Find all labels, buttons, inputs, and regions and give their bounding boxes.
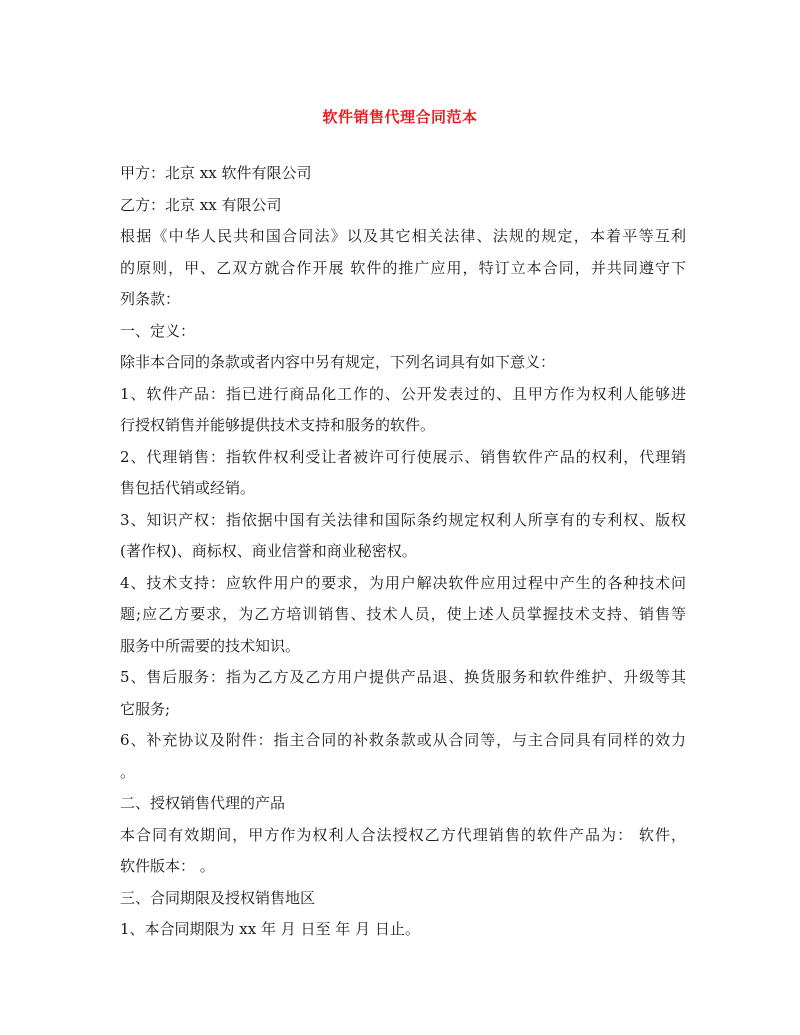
definition-4-line-1: 4、技术支持：应软件用户的要求，为用户解决软件应用过程中产生的各种技术问: [120, 573, 686, 592]
section-heading-products: 二、授权销售代理的产品: [120, 794, 286, 812]
party-b-line: 乙方：北京 xx 有限公司: [120, 195, 282, 214]
definitions-intro: 除非本合同的条款或者内容中另有规定，下列名词具有如下意义：: [120, 353, 556, 371]
definition-5-line-1: 5、售后服务：指为乙方及乙方用户提供产品退、换货服务和软件维护、升级等其: [120, 668, 686, 686]
section-heading-definitions: 一、定义：: [120, 321, 196, 340]
party-a-line: 甲方：北京 xx 软件有限公司: [120, 164, 312, 182]
preamble-line-3: 列条款：: [120, 290, 181, 308]
products-line-2: 软件版本： 。: [120, 857, 215, 875]
definition-6-line-1: 6、补充协议及附件：指主合同的补救条款或从合同等，与主合同具有同样的效力: [120, 731, 686, 749]
preamble-line-1: 根据《中华人民共和国合同法》以及其它相关法律、法规的规定，本着平等互利: [120, 227, 686, 245]
term-clause-1: 1、本合同期限为 xx 年 月 日至 年 月 日止。: [120, 920, 420, 938]
definition-1-line-2: 行授权销售并能够提供技术支持和服务的软件。: [120, 416, 436, 434]
definition-4-line-3: 服务中所需要的技术知识。: [120, 636, 301, 655]
section-heading-term-region: 三、合同期限及授权销售地区: [120, 888, 316, 907]
definition-2-line-2: 售包括代销或经销。: [120, 479, 256, 497]
document-body: [120, 158, 686, 946]
preamble-line-2: 的原则，甲、乙双方就合作开展 软件的推广应用，特订立本合同，并共同遵守下: [120, 258, 686, 277]
products-line-1: 本合同有效期间，甲方作为权利人合法授权乙方代理销售的软件产品为： 软件，: [120, 825, 686, 844]
definition-6-line-2: 。: [120, 762, 136, 781]
definition-1-line-1: 1、软件产品：指已进行商品化工作的、公开发表过的、且甲方作为权利人能够进: [120, 384, 686, 403]
definition-5-line-2: 它服务;: [120, 699, 171, 718]
definition-2-line-1: 2、代理销售：指软件权利受让者被许可行使展示、销售软件产品的权利，代理销: [120, 447, 686, 466]
definition-3-line-2: (著作权)、商标权、商业信誉和商业秘密权。: [120, 542, 417, 560]
definition-4-line-2: 题;应乙方要求，为乙方培训销售、技术人员，使上述人员掌握技术支持、销售等: [120, 605, 686, 623]
definition-3-line-1: 3、知识产权：指依据中国有关法律和国际条约规定权利人所享有的专利权、版权: [120, 510, 686, 529]
document-title: 软件销售代理合同范本: [322, 108, 478, 126]
